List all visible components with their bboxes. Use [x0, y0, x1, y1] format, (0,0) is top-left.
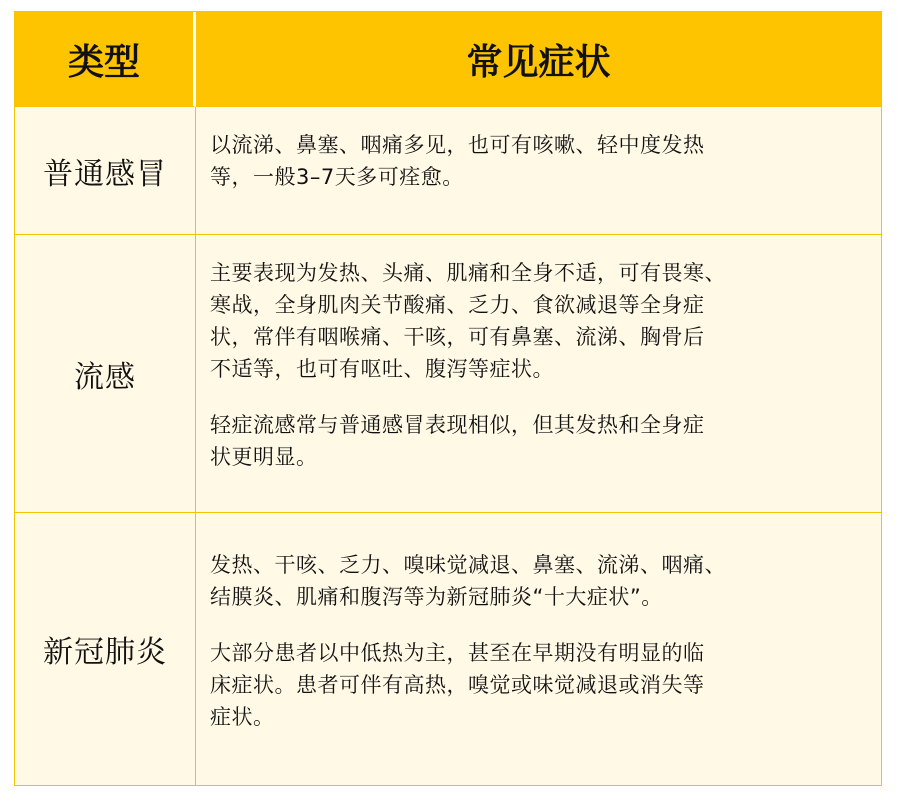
symptom-paragraph: 发热、干咳、乏力、嗅味觉减退、鼻塞、流涕、咽痛、 结膜炎、肌痛和腹泻等为新冠肺炎“十大症状”。: [210, 553, 726, 609]
row-type-common-cold: 普通感冒: [15, 107, 196, 235]
row-symptoms-covid19: [196, 513, 881, 785]
symptom-paragraph: 以流涕、鼻塞、咽痛多见，也可有咳嗽、轻中度发热 等，一般3–7天多可痊愈。: [210, 133, 705, 189]
symptom-paragraph: 主要表现为发热、头痛、肌痛和全身不适，可有畏寒、 寒战，全身肌肉关节酸痛、乏力、食欲减退等全身症 状，常伴有咽喉痛、干咳，可有鼻塞、流涕、胸骨后 不适等，也可有呕吐、腹泻等症状。: [210, 261, 726, 381]
row-symptoms-common-cold: [196, 107, 881, 235]
header-type: 类型: [15, 12, 196, 107]
row-type-covid19: 新冠肺炎: [15, 513, 196, 785]
row-type-influenza: 流感: [15, 235, 196, 513]
header-common-symptoms: 常见症状: [196, 12, 881, 107]
symptom-paragraph: 大部分患者以中低热为主，甚至在早期没有明显的临 床症状。患者可伴有高热，嗅觉或味觉减退或消失等 症状。: [210, 641, 705, 729]
symptom-paragraph: 轻症流感常与普通感冒表现相似，但其发热和全身症 状更明显。: [210, 413, 705, 469]
symptom-comparison-table: [14, 11, 882, 786]
row-symptoms-influenza: [196, 235, 881, 513]
